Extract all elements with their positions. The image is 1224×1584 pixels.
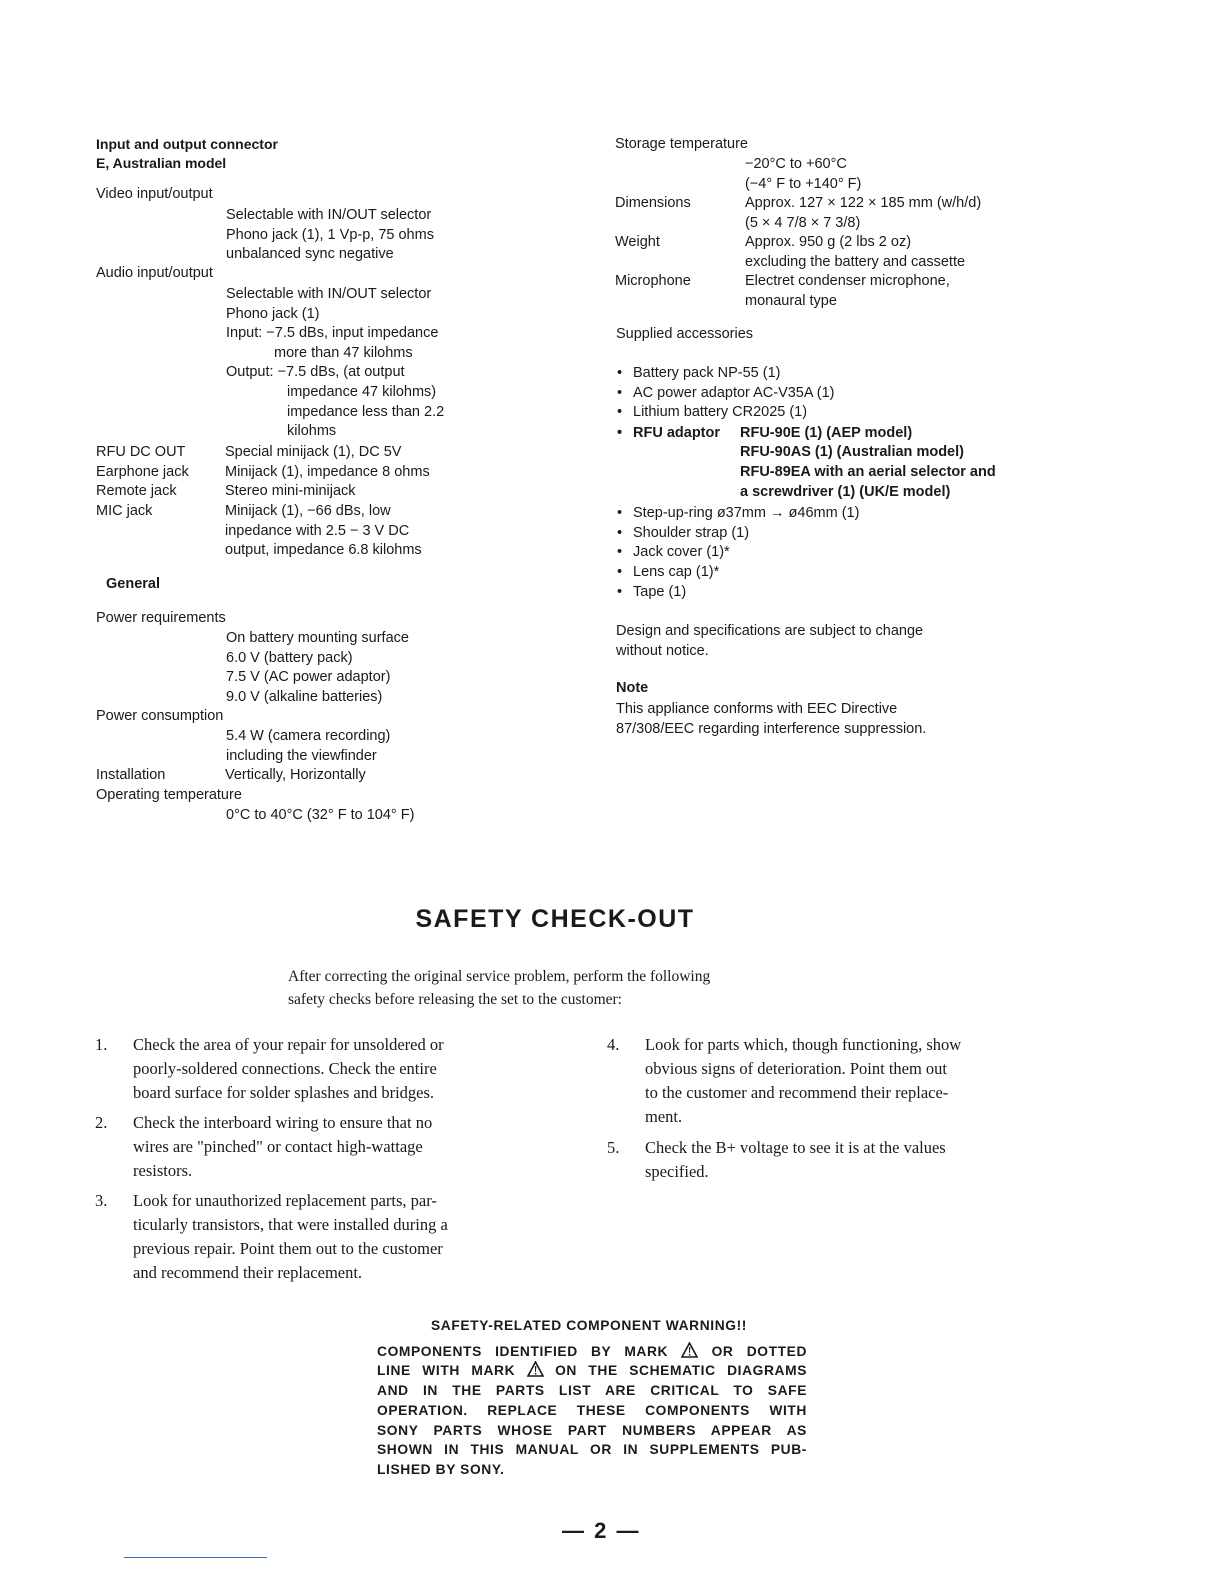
- spec-value: Special minijack (1), DC 5V: [225, 444, 402, 460]
- spec-line: Approx. 127 × 122 × 185 mm (w/h/d): [745, 195, 982, 211]
- step-line: wires are "pinched" or contact high-wattage: [133, 1137, 423, 1156]
- spec-label: Remote jack: [96, 483, 177, 499]
- warning-text: LINE WITH MARK: [377, 1363, 516, 1379]
- spec-line: output, impedance 6.8 kilohms: [225, 542, 422, 559]
- list-item: • Tape (1): [617, 583, 996, 603]
- safety-warning: [377, 1316, 807, 1480]
- step-number: 5.: [607, 1138, 620, 1157]
- warning-text: COMPONENTS IDENTIFIED BY MARK: [377, 1343, 669, 1359]
- warning-triangle-icon: [681, 1342, 698, 1358]
- model-heading-line: E, Australian model: [96, 155, 227, 171]
- notice-line: Design and specifications are subject to change: [616, 623, 924, 639]
- step-line: obvious signs of deterioration. Point them out: [645, 1059, 948, 1078]
- spec-value: Stereo mini-minijack: [225, 483, 356, 499]
- list-item: • Lens cap (1)*: [617, 563, 996, 583]
- step-text: [133, 1189, 448, 1285]
- accessories-list: [617, 364, 996, 602]
- step-line: specified.: [645, 1162, 709, 1181]
- spec-line: Selectable with IN/OUT selector: [226, 286, 432, 302]
- spec-line: Phono jack (1): [226, 305, 320, 322]
- note-line: 87/308/EEC regarding interference suppression.: [616, 720, 927, 737]
- note-heading: Note: [616, 680, 649, 696]
- connector-heading: [96, 135, 278, 173]
- rfu-adaptor-models: [740, 424, 996, 502]
- list-item: • Shoulder strap (1): [617, 524, 996, 544]
- spec-label: Installation: [96, 767, 166, 783]
- list-item-rfu-adaptor: [617, 424, 996, 502]
- step-text: [133, 1111, 432, 1183]
- page-number: — 2 —: [562, 1518, 641, 1543]
- rfu-model-line: RFU-89EA with an aerial selector and: [740, 463, 996, 480]
- spec-line: −20°C to +60°C: [745, 156, 847, 172]
- step-line: board surface for solder splashes and bridges.: [133, 1083, 435, 1102]
- step-line: to the customer and recommend their replace-: [645, 1083, 949, 1102]
- accessories-heading: Supplied accessories: [616, 326, 754, 342]
- spec-label: Earphone jack: [96, 464, 189, 480]
- spec-line: kilohms: [287, 423, 337, 440]
- warning-line: SHOWN IN THIS MANUAL OR IN SUPPLEMENTS PUB-: [377, 1442, 807, 1458]
- spec-line: 5.4 W (camera recording): [226, 728, 391, 744]
- list-item: • AC power adaptor AC-V35A (1): [617, 384, 996, 404]
- spec-line: Output: −7.5 dBs, (at output: [226, 364, 405, 381]
- note-text: [616, 700, 926, 739]
- spec-line: including the viewfinder: [226, 747, 377, 764]
- step-text: [133, 1033, 444, 1105]
- spec-line: inpedance with 2.5 − 3 V DC: [225, 522, 410, 539]
- warning-line: OPERATION. REPLACE THESE COMPONENTS WITH: [377, 1402, 807, 1418]
- safety-title: SAFETY CHECK-OUT: [415, 905, 695, 933]
- rfu-adaptor-label: RFU adaptor: [633, 424, 720, 441]
- step-text: [645, 1033, 961, 1129]
- step-number: 3.: [95, 1191, 108, 1210]
- spec-label: RFU DC OUT: [96, 444, 186, 460]
- warning-line: AND IN THE PARTS LIST ARE CRITICAL TO SAFE: [377, 1383, 807, 1399]
- step-line: Check the B+ voltage to see it is at the values: [645, 1138, 946, 1157]
- spec-label: Dimensions: [615, 195, 691, 211]
- intro-line: safety checks before releasing the set to the customer:: [288, 991, 622, 1008]
- spec-value: Minijack (1), impedance 8 ohms: [225, 464, 430, 480]
- spec-line: Selectable with IN/OUT selector: [226, 207, 432, 223]
- spec-line: On battery mounting surface: [226, 630, 409, 646]
- notice-line: without notice.: [616, 642, 709, 659]
- step-line: ticularly transistors, that were installed during a: [133, 1215, 448, 1234]
- connector-heading-line: Input and output connector: [96, 136, 278, 152]
- step-line: poorly-soldered connections. Check the entire: [133, 1059, 437, 1078]
- spec-line: Phono jack (1), 1 Vp-p, 75 ohms: [226, 226, 434, 243]
- spec-line: Approx. 950 g (2 lbs 2 oz): [745, 234, 912, 250]
- spec-value: [225, 502, 422, 561]
- step-line: Look for unauthorized replacement parts, par-: [133, 1191, 437, 1210]
- intro-line: After correcting the original service problem, perform the following: [288, 968, 711, 985]
- spec-line: Input: −7.5 dBs, input impedance: [226, 325, 439, 342]
- design-notice: [616, 622, 923, 661]
- step-line: previous repair. Point them out to the customer: [133, 1239, 443, 1258]
- step-line: ment.: [645, 1107, 683, 1126]
- spec-label: Power consumption: [96, 708, 224, 724]
- safety-intro: [288, 965, 710, 1011]
- warning-triangle-icon: [527, 1361, 544, 1377]
- spec-label: Weight: [615, 234, 660, 250]
- spec-line: monaural type: [745, 292, 837, 309]
- spec-value: [226, 629, 409, 707]
- spec-value: [226, 206, 434, 265]
- warning-line: [377, 1342, 807, 1362]
- spec-value: [745, 272, 950, 311]
- spec-label: Storage temperature: [615, 136, 748, 152]
- spec-line: more than 47 kilohms: [274, 344, 413, 361]
- spec-value: [226, 285, 444, 442]
- list-item: • Step-up-ring ø37mm → ø46mm (1): [617, 504, 996, 524]
- spec-line: excluding the battery and cassette: [745, 253, 966, 270]
- rfu-model-line: RFU-90AS (1) (Australian model): [740, 444, 964, 461]
- spec-line: impedance 47 kilohms): [287, 383, 437, 400]
- list-item: • Battery pack NP-55 (1): [617, 364, 996, 384]
- spec-line: impedance less than 2.2: [287, 403, 445, 420]
- list-item: • Lithium battery CR2025 (1): [617, 403, 996, 423]
- warning-line: SONY PARTS WHOSE PART NUMBERS APPEAR AS: [377, 1422, 807, 1438]
- step-line: Check the interboard wiring to ensure that no: [133, 1113, 433, 1132]
- spec-label: Operating temperature: [96, 787, 242, 803]
- general-heading: General: [106, 576, 160, 592]
- warning-text: ON THE SCHEMATIC DIAGRAMS: [555, 1363, 807, 1379]
- rfu-model-line: a screwdriver (1) (UK/E model): [740, 483, 951, 500]
- step-number: 4.: [607, 1035, 620, 1054]
- spec-line: (−4° F to +140° F): [745, 175, 862, 192]
- spec-line: 7.5 V (AC power adaptor): [226, 669, 391, 686]
- spec-label: MIC jack: [96, 503, 153, 519]
- spec-value: [745, 155, 861, 194]
- spec-value: [745, 233, 965, 272]
- spec-line: 6.0 V (battery pack): [226, 649, 353, 666]
- step-line: and recommend their replacement.: [133, 1263, 363, 1282]
- step-line: Check the area of your repair for unsoldered or: [133, 1035, 444, 1054]
- note-line: This appliance conforms with EEC Directive: [616, 701, 898, 717]
- warning-line: [377, 1361, 807, 1381]
- warning-line: LISHED BY SONY.: [377, 1461, 505, 1477]
- spec-value: 0°C to 40°C (32° F to 104° F): [226, 807, 415, 823]
- warning-text: OR DOTTED: [711, 1343, 808, 1359]
- spec-line: unbalanced sync negative: [226, 246, 394, 263]
- step-number: 2.: [95, 1113, 108, 1132]
- spec-label: Video input/output: [96, 186, 213, 202]
- spec-label: Audio input/output: [96, 265, 213, 281]
- warning-title: SAFETY-RELATED COMPONENT WARNING!!: [430, 1318, 747, 1333]
- list-item: • Jack cover (1)*: [617, 543, 996, 563]
- spec-value: Vertically, Horizontally: [225, 767, 366, 783]
- spec-line: Minijack (1), −66 dBs, low: [225, 503, 391, 519]
- spec-label: Power requirements: [96, 610, 226, 626]
- spec-line: (5 × 4 7/8 × 7 3/8): [745, 214, 861, 231]
- spec-label: Microphone: [615, 273, 691, 289]
- bottom-rule: [124, 1557, 267, 1558]
- rfu-model-line: RFU-90E (1) (AEP model): [740, 424, 913, 441]
- spec-line: 9.0 V (alkaline batteries): [226, 688, 383, 705]
- step-text: [645, 1136, 946, 1184]
- step-line: resistors.: [133, 1161, 193, 1180]
- spec-line: Electret condenser microphone,: [745, 273, 950, 289]
- step-line: Look for parts which, though functioning, show: [645, 1035, 962, 1054]
- spec-value: [745, 194, 981, 233]
- spec-value: [226, 727, 390, 766]
- step-number: 1.: [95, 1035, 108, 1054]
